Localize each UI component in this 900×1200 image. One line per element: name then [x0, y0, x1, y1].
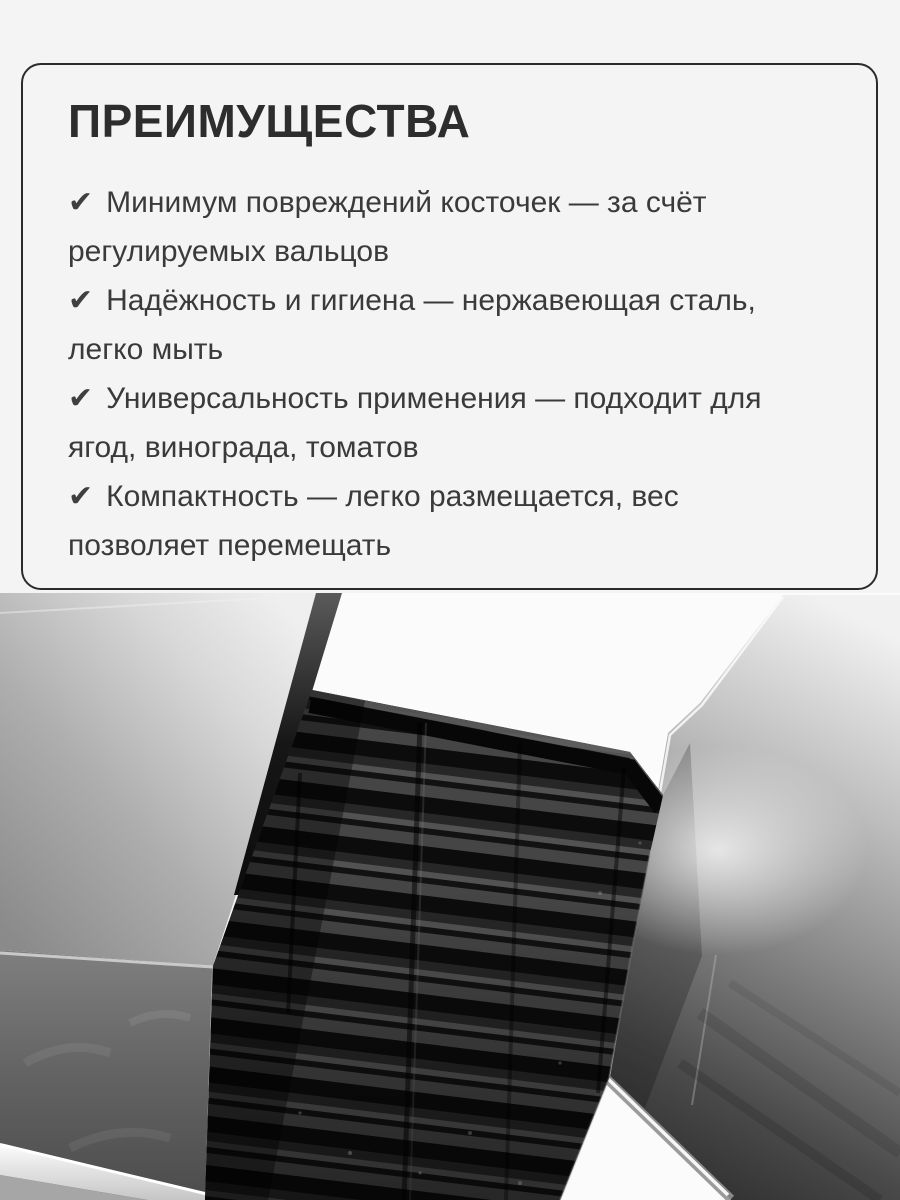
bullet-text: Минимум повреждений косточек — за счёт [106, 186, 707, 219]
bullet-text: Универсальность применения — подходит для [106, 382, 762, 415]
advantages-card [21, 63, 878, 590]
bullet-line [68, 423, 761, 472]
bullet-text: регулируемых вальцов [68, 235, 390, 268]
bullet-text: Компактность — легко размещается, вес [106, 480, 679, 513]
product-photo-crusher-rollers [0, 593, 900, 1200]
bullet-text: ягод, винограда, томатов [68, 431, 419, 464]
bullet-text: позволяет перемещать [68, 529, 392, 562]
bullet-line [68, 472, 761, 521]
bullet-line [68, 521, 761, 570]
bullet-list [68, 178, 761, 570]
bullet-line [68, 178, 761, 227]
check-icon: ✔ [68, 382, 94, 415]
bullet-text: легко мыть [68, 333, 224, 366]
card-title: ПРЕИМУЩЕСТВА [68, 95, 471, 147]
bullet-line [68, 374, 761, 423]
bullet-item [68, 374, 761, 472]
bullet-line [68, 325, 761, 374]
bullet-item [68, 276, 761, 374]
check-icon: ✔ [68, 284, 94, 317]
bullet-item [68, 472, 761, 570]
crusher-photo-illustration [0, 593, 900, 1200]
bullet-line [68, 227, 761, 276]
check-icon: ✔ [68, 186, 94, 219]
bullet-text: Надёжность и гигиена — нержавеющая сталь, [106, 284, 756, 317]
bullet-line [68, 276, 761, 325]
check-icon: ✔ [68, 480, 94, 513]
bullet-item [68, 178, 761, 276]
